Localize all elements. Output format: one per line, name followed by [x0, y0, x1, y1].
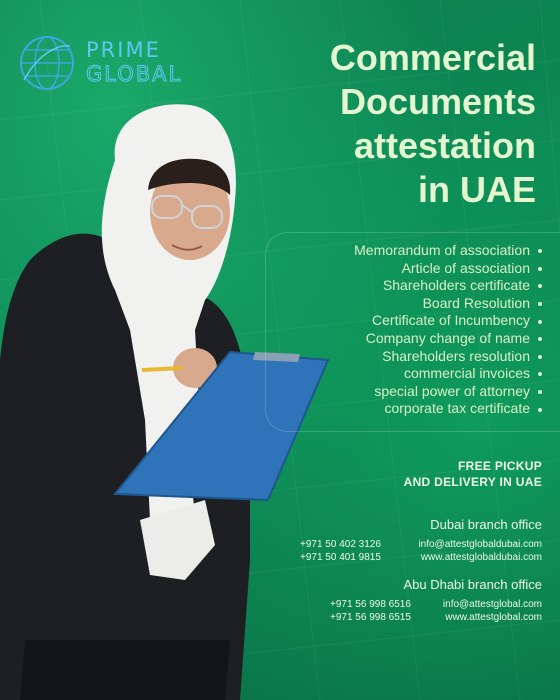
abudhabi-branch-title: Abu Dhabi branch office — [403, 577, 542, 592]
brand-logo — [18, 34, 218, 94]
pickup-line1: FREE PICKUP — [458, 459, 542, 473]
dubai-email-link[interactable]: info@attestglobaldubai.com — [418, 539, 542, 550]
brand-name-line1: PRIME — [86, 38, 161, 62]
dubai-branch-title: Dubai branch office — [430, 517, 542, 532]
list-item: special power of attorney — [354, 383, 542, 401]
dubai-phone-1[interactable]: +971 50 402 3126 — [300, 539, 381, 550]
abudhabi-website-link[interactable]: www.attestglobal.com — [445, 612, 542, 623]
list-item: Shareholders resolution — [354, 348, 542, 366]
bullet-icon — [538, 408, 542, 412]
headline-line: Commercial — [329, 37, 536, 78]
dubai-phone-2[interactable]: +971 50 401 9815 — [300, 552, 381, 563]
headline-line: Documents — [339, 81, 536, 122]
bullet-icon — [538, 355, 542, 359]
bullet-icon — [538, 284, 542, 288]
list-item: commercial invoices — [354, 365, 542, 383]
free-pickup-banner — [404, 458, 542, 490]
globe-icon — [18, 34, 76, 92]
bullet-icon — [538, 390, 542, 394]
list-item: Company change of name — [354, 330, 542, 348]
bullet-icon — [538, 320, 542, 324]
bullet-icon — [538, 372, 542, 376]
list-item: Board Resolution — [354, 295, 542, 313]
abudhabi-phones — [330, 598, 411, 624]
bullet-icon — [538, 267, 542, 271]
abudhabi-links — [443, 598, 542, 624]
list-item: Article of association — [354, 260, 542, 278]
abudhabi-phone-1[interactable]: +971 56 998 6516 — [330, 599, 411, 610]
pickup-line2: AND DELIVERY IN UAE — [403, 475, 542, 489]
abudhabi-email-link[interactable]: info@attestglobal.com — [442, 599, 542, 610]
list-item: Memorandum of association — [354, 242, 542, 260]
list-item: Shareholders certificate — [354, 277, 542, 295]
brand-name-line2: GLOBAL — [86, 62, 183, 86]
headline — [236, 36, 536, 212]
bullet-icon — [538, 302, 542, 306]
bullet-icon — [538, 249, 542, 253]
headline-line: in UAE — [417, 169, 536, 210]
list-item: corporate tax certificate — [354, 400, 542, 418]
bullet-icon — [538, 337, 542, 341]
headline-line: attestation — [353, 125, 536, 166]
dubai-links — [418, 538, 542, 564]
abudhabi-phone-2[interactable]: +971 56 998 6515 — [330, 612, 411, 623]
dubai-phones — [300, 538, 381, 564]
document-list — [354, 242, 542, 418]
list-item: Certificate of Incumbency — [354, 312, 542, 330]
dubai-website-link[interactable]: www.attestglobaldubai.com — [420, 552, 542, 563]
